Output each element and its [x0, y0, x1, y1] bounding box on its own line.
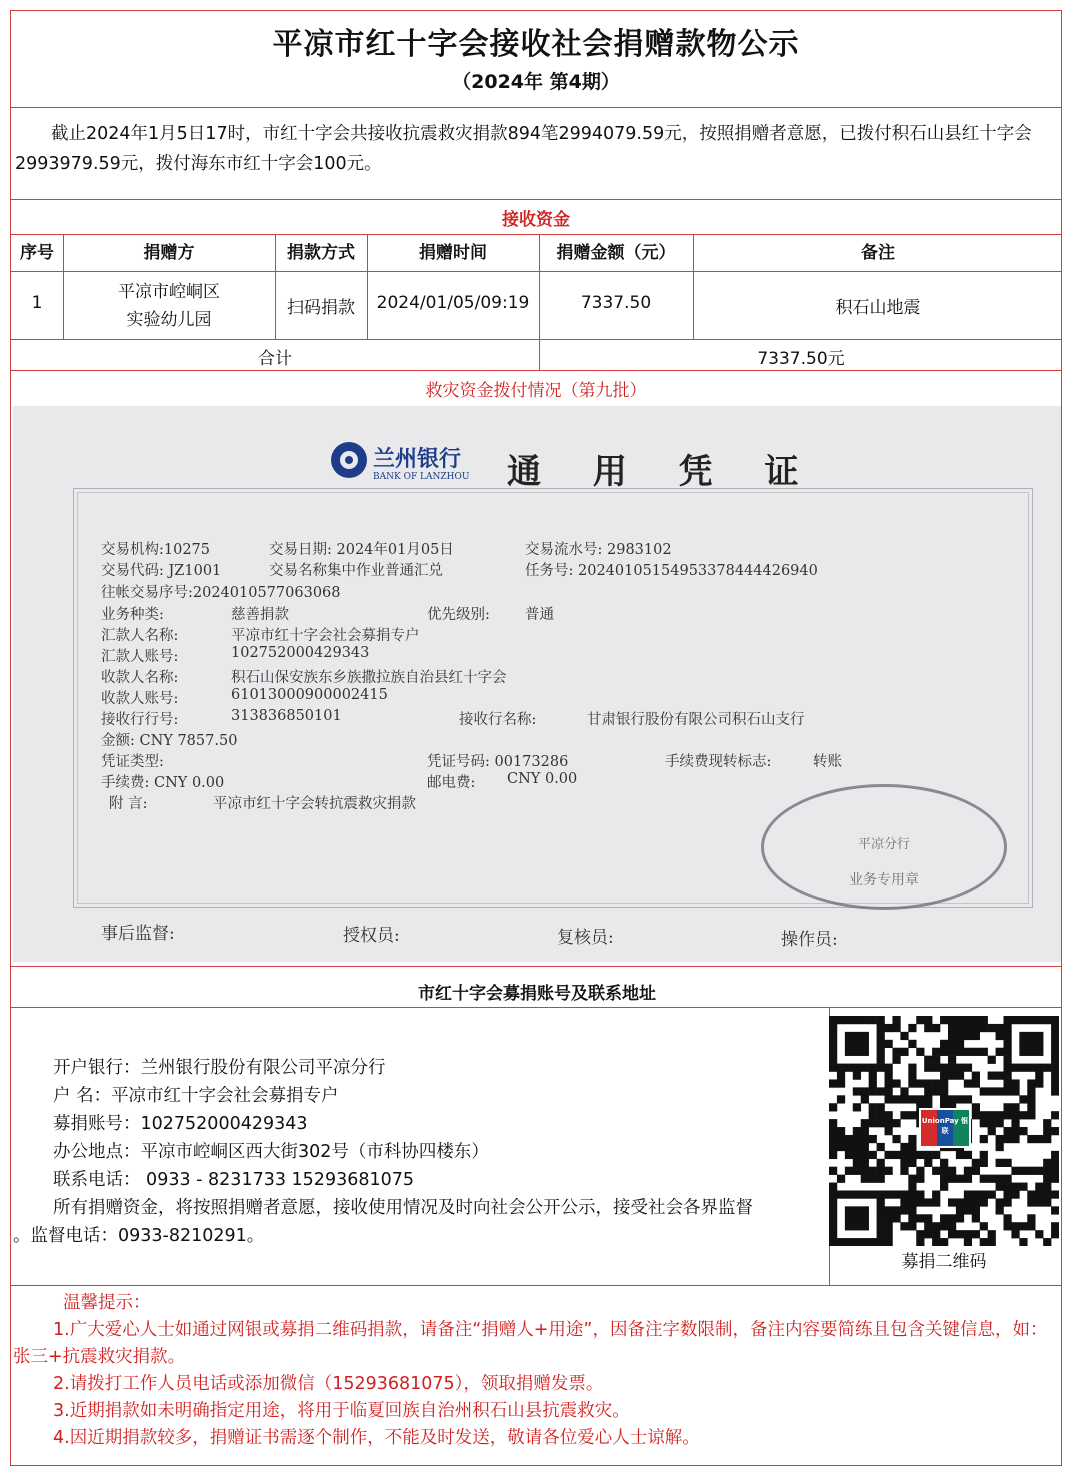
- voucher-line: 交易机构:10275: [101, 542, 211, 558]
- column-header-note: 备注: [861, 243, 895, 263]
- voucher-line: 普通: [525, 607, 554, 623]
- divider: [11, 1007, 1061, 1008]
- stamp-text: 业务专用章: [849, 872, 919, 888]
- bank-voucher-scan: [13, 406, 1061, 962]
- voucher-footer-label: 复核员:: [557, 928, 614, 948]
- row-no: 1: [31, 293, 43, 313]
- tip-item: 3.近期捐款如未明确指定用途，将用于临夏回族自治州积石山县抗震救灾。: [53, 1401, 630, 1421]
- divider: [11, 966, 1061, 967]
- account-number: 募捐账号：102752000429343: [53, 1114, 308, 1134]
- issue-number: （2024年 第4期）: [452, 71, 620, 93]
- unionpay-badge: [919, 1108, 971, 1148]
- voucher-line: 积石山保安族东乡族撒拉族自治县红十字会: [231, 670, 507, 686]
- stamp-text: 平凉分行: [857, 837, 910, 852]
- divider: [11, 1285, 1061, 1286]
- column-divider: [63, 234, 64, 339]
- statement-line2: 。监督电话：0933-8210291。: [13, 1226, 265, 1246]
- column-divider: [367, 234, 368, 339]
- qr-label: 募捐二维码: [901, 1252, 987, 1272]
- divider: [11, 339, 1061, 340]
- tips-heading: 温馨提示：: [63, 1293, 151, 1313]
- voucher-line: 接收行行号:: [101, 712, 179, 728]
- voucher-line: 313836850101: [231, 708, 342, 724]
- voucher-line: 凭证号码: 00173286: [427, 754, 569, 770]
- voucher-line: 汇款人名称:: [101, 628, 179, 644]
- row-method: 扫码捐款: [287, 298, 355, 318]
- tip-item: 1.广大爱心人士如通过网银或募捐二维码捐款，请备注“捐赠人+用途”，因备注字数限制，备注内容要简练且包含关键信息，如：张三+抗震救灾捐款。: [13, 1320, 1048, 1367]
- voucher-line: 汇款人账号:: [101, 649, 179, 665]
- announcement-sheet: [10, 10, 1062, 1466]
- voucher-line: 交易流水号: 2983102: [525, 542, 672, 558]
- voucher-line: 收款人账号:: [101, 691, 179, 707]
- column-divider: [693, 234, 694, 339]
- column-header-no: 序号: [20, 243, 54, 263]
- tips-section: [13, 1290, 1057, 1452]
- funds-section-title: 接收资金: [502, 210, 570, 230]
- voucher-line: 慈善捐款: [231, 607, 289, 623]
- voucher-line: 转账: [813, 754, 842, 770]
- summary-paragraph: 截止2024年1月5日17时，市红十字会共接收抗震救灾捐款894笔2994079.59元，按照捐赠者意愿，已拨付积石山县红十字会2993979.59元，拨付海东市红十字会100元。: [15, 124, 1032, 174]
- bank-seal-stamp: [761, 784, 1007, 910]
- voucher-line: 甘肃银行股份有限公司积石山支行: [587, 712, 805, 728]
- voucher-line: 任务号: 20240105154953378444426940: [525, 563, 818, 579]
- voucher-line: 手续费现转标志:: [665, 754, 772, 770]
- voucher-footer-label: 事后监督:: [101, 924, 175, 944]
- bank-logo-icon: [331, 442, 367, 478]
- bank-name: 兰州银行: [373, 446, 462, 472]
- voucher-line: 邮电费:: [427, 775, 476, 791]
- voucher-line: 交易日期: 2024年01月05日: [269, 542, 454, 558]
- row-amount: 7337.50: [580, 293, 652, 313]
- voucher-line: 金额: CNY 7857.50: [101, 733, 238, 749]
- account-bank: 开户银行：兰州银行股份有限公司平凉分行: [53, 1058, 386, 1078]
- voucher-footer-label: 操作员:: [781, 930, 838, 950]
- voucher-line: 接收行名称:: [459, 712, 537, 728]
- voucher-line: 优先级别:: [427, 607, 490, 623]
- unionpay-badge-text: UnionPay 银联: [921, 1117, 969, 1135]
- voucher-line: 平凉市红十字会社会募捐专户: [231, 628, 420, 644]
- voucher-line: 附 言:: [109, 796, 148, 812]
- page-title: 平凉市红十字会接收社会捐赠款物公示: [272, 27, 800, 62]
- row-time: 2024/01/05/09:19: [376, 293, 530, 313]
- bank-name-en: BANK OF LANZHOU: [373, 472, 470, 482]
- voucher-line: CNY 0.00: [507, 771, 578, 787]
- column-divider: [275, 234, 276, 339]
- tip-item: 2.请拨打工作人员电话或添加微信（15293681075），领取捐赠发票。: [53, 1374, 604, 1394]
- statement-line1: 所有捐赠资金，将按照捐赠者意愿，接收使用情况及时向社会公开公示，接受社会各界监督: [53, 1198, 753, 1218]
- disbursement-section-title: 救灾资金拨付情况（第九批）: [425, 381, 647, 401]
- voucher-line: 往帐交易序号:2024010577063068: [101, 585, 341, 601]
- account-name: 户 名：平凉市红十字会社会募捐专户: [53, 1086, 339, 1106]
- voucher-line: 业务种类:: [101, 607, 164, 623]
- voucher-footer-label: 授权员:: [343, 926, 400, 946]
- voucher-line: 收款人名称:: [101, 670, 179, 686]
- voucher-line: 61013000900002415: [231, 687, 388, 703]
- divider: [11, 107, 1061, 108]
- column-header-method: 捐款方式: [287, 243, 355, 263]
- row-donor-line1: 平凉市崆峒区: [118, 282, 220, 302]
- row-note: 积石山地震: [835, 298, 921, 318]
- voucher-title: 通 用 凭 证: [507, 452, 819, 492]
- voucher-line: 交易代码: JZ1001: [101, 563, 222, 579]
- voucher-line: 凭证类型:: [101, 754, 164, 770]
- office-address: 办公地点：平凉市崆峒区西大街302号（市科协四楼东）: [53, 1142, 489, 1162]
- row-donor: [63, 278, 275, 334]
- voucher-line: 平凉市红十字会转抗震救灾捐款: [213, 796, 416, 812]
- total-label: 合计: [258, 349, 292, 369]
- donation-qr-code[interactable]: [829, 1016, 1059, 1246]
- total-value: 7337.50元: [757, 349, 845, 369]
- divider: [11, 370, 1061, 371]
- divider: [11, 199, 1061, 200]
- tip-item: 4.因近期捐款较多，捐赠证书需逐个制作，不能及时发送，敬请各位爱心人士谅解。: [53, 1428, 700, 1448]
- account-section-title: 市红十字会募捐账号及联系地址: [418, 984, 656, 1004]
- column-header-amount: 捐赠金额（元）: [556, 243, 676, 263]
- row-donor-line2: 实验幼儿园: [126, 310, 212, 330]
- column-header-donor: 捐赠方: [143, 243, 195, 263]
- contact-phone: 联系电话： 0933 - 8231733 15293681075: [53, 1170, 415, 1190]
- column-header-time: 捐赠时间: [419, 243, 487, 263]
- divider: [11, 271, 1061, 272]
- voucher-line: 102752000429343: [231, 645, 370, 661]
- voucher-line: 手续费: CNY 0.00: [101, 775, 225, 791]
- voucher-line: 交易名称集中作业普通汇兑: [269, 563, 443, 579]
